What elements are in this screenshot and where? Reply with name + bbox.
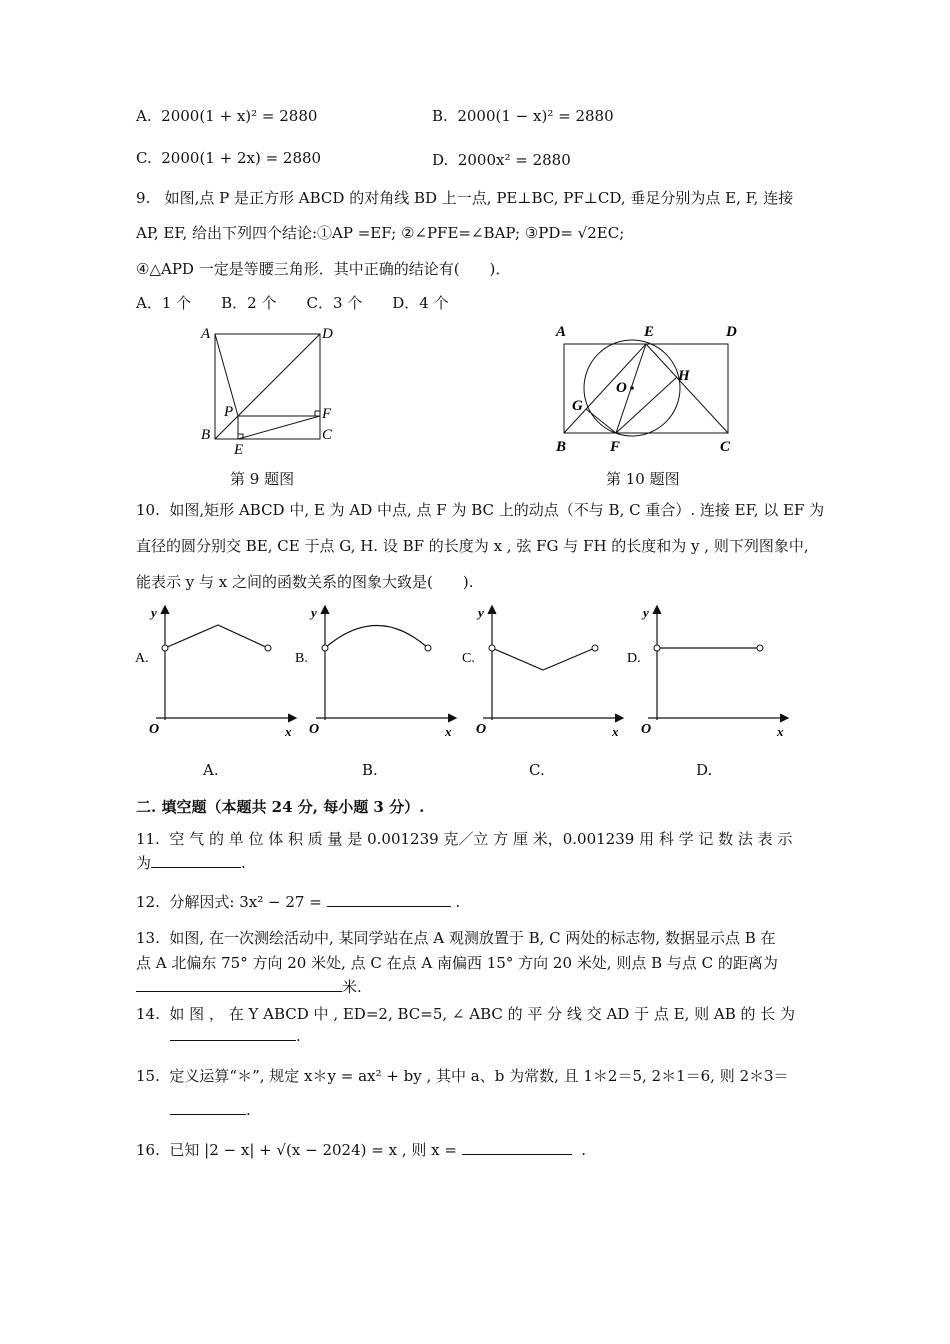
- label-o: O: [616, 380, 627, 396]
- label-c: C: [720, 439, 731, 455]
- q8-option-a: A. 2000(1 + x)² = 2880: [136, 107, 318, 125]
- segment-ef: [238, 416, 320, 439]
- q14-answer-blank: [170, 1026, 296, 1041]
- svg-text:O: O: [641, 722, 652, 737]
- q9-line1: 9. 如图,点 P 是正方形 ABCD 的对角线 BD 上一点, PE⊥BC, PF⊥CD, 垂足分别为点 E, F, 连接: [136, 189, 794, 207]
- graph-c: [457, 600, 632, 740]
- q10-line3: 能表示 y 与 x 之间的函数关系的图象大致是( ).: [136, 573, 474, 591]
- section-2-title: 二. 填空题（本题共 24 分, 每小题 3 分）.: [136, 798, 425, 816]
- label-h: H: [678, 368, 690, 384]
- q9-line2: AP, EF, 给出下列四个结论:①AP =EF; ②∠PFE=∠BAP; ③PD= √2EC;: [136, 224, 625, 242]
- q16-line: 16. 已知 |2 − x| + √(x − 2024) = x , 则 x = .: [136, 1141, 587, 1159]
- label-b: B: [556, 439, 567, 455]
- graph-b-caption: B.: [362, 761, 378, 779]
- label-d: D: [322, 326, 333, 342]
- label-b: B: [201, 427, 211, 443]
- label-d: D: [726, 324, 737, 340]
- svg-text:O: O: [476, 722, 487, 737]
- svg-text:y: y: [151, 605, 157, 620]
- graph-a-curve: [165, 625, 268, 648]
- graph-b: [290, 600, 465, 740]
- label-f: F: [322, 406, 332, 422]
- q9-options: A．1 个 B．2 个 C．3 个 D．4 个: [136, 294, 449, 312]
- fig9-caption: 第 9 题图: [230, 470, 295, 488]
- q9-line3: ④△APD 一定是等腰三角形．其中正确的结论有( )．: [136, 260, 511, 278]
- label-c: C: [322, 427, 333, 443]
- graph-c-curve: [492, 648, 595, 670]
- svg-text:y: y: [311, 605, 317, 620]
- graph-d-caption: D.: [696, 761, 713, 779]
- svg-text:O: O: [309, 722, 320, 737]
- svg-text:A.: A.: [135, 651, 149, 666]
- q8-option-c: C. 2000(1 + 2x) = 2880: [136, 149, 322, 167]
- label-p: P: [224, 404, 234, 420]
- q13-answer-blank: [136, 977, 342, 992]
- graph-c-caption: C.: [529, 761, 545, 779]
- svg-text:x: x: [612, 724, 619, 739]
- graph-d: [622, 600, 797, 740]
- graph-a: [130, 600, 305, 740]
- q8-option-b: B. 2000(1 − x)² = 2880: [432, 107, 614, 125]
- q15-line2: .: [170, 1100, 251, 1120]
- rectangle-abcd: [564, 344, 728, 433]
- label-e: E: [234, 442, 244, 458]
- label-e: E: [644, 324, 655, 340]
- svg-text:O: O: [149, 722, 160, 737]
- q8-option-d: D. 2000x² = 2880: [432, 151, 571, 169]
- svg-text:y: y: [643, 605, 649, 620]
- diagonal-bd: [215, 334, 320, 439]
- q16-answer-blank: [462, 1140, 572, 1155]
- svg-text:x: x: [285, 724, 292, 739]
- svg-text:x: x: [445, 724, 452, 739]
- q13-line2: 点 A 北偏东 75° 方向 20 米处, 点 C 在点 A 南偏西 15° 方向 20 米处, 则点 B 与点 C 的距离为: [136, 954, 778, 972]
- fig10-caption: 第 10 题图: [606, 470, 680, 488]
- q10-line2: 直径的圆分别交 BE, CE 于点 G, H. 设 BF 的长度为 x , 弦 FG 与 FH 的长度和为 y , 则下列图象中,: [136, 537, 809, 555]
- segment-ce: [646, 344, 728, 433]
- graph-b-curve: [325, 626, 428, 649]
- label-a: A: [556, 324, 567, 340]
- svg-text:B.: B.: [295, 651, 308, 666]
- q10-line1: 10. 如图,矩形 ABCD 中, E 为 AD 中点, 点 F 为 BC 上的动点（不与 B, C 重合）. 连接 EF, 以 EF 为: [136, 501, 825, 519]
- q12-answer-blank: [327, 892, 451, 907]
- q15-line1: 15. 定义运算“＊”, 规定 x＊y = ax² + by , 其中 a、b 为常数, 且 1＊2＝5, 2＊1＝6, 则 2＊3＝: [136, 1067, 789, 1085]
- q12-line: 12. 分解因式: 3x² − 27 = .: [136, 893, 461, 911]
- q13-line1: 13. 如图, 在一次测绘活动中, 某同学站在点 A 观测放置于 B, C 两处的标志物, 数据显示点 B 在: [136, 929, 776, 947]
- segment-fg: [586, 409, 616, 433]
- figure-10: [548, 318, 748, 458]
- graph-a-caption: A.: [203, 761, 219, 779]
- label-g: G: [572, 398, 583, 414]
- q11-line2: 为 .: [136, 854, 246, 872]
- svg-text:C.: C.: [462, 651, 475, 666]
- q14-line2: .: [170, 1026, 301, 1046]
- q14-line1: 14. 如 图 ， 在 Y ABCD 中 , ED=2, BC=5, ∠ ABC 的 平 分 线 交 AD 于 点 E, 则 AB 的 长 为: [136, 1005, 796, 1023]
- q13-line3: 米.: [136, 977, 362, 997]
- label-f: F: [610, 439, 621, 455]
- q11-line1: 11. 空 气 的 单 位 体 积 质 量 是 0.001239 克／立 方 厘 米，0.001239 用 科 学 记 数 法 表 示: [136, 830, 793, 848]
- label-a: A: [201, 326, 211, 342]
- q15-answer-blank: [170, 1100, 246, 1115]
- figure-9: [195, 318, 345, 458]
- q11-answer-blank: [151, 853, 241, 868]
- svg-text:y: y: [478, 605, 484, 620]
- svg-text:D.: D.: [627, 651, 641, 666]
- svg-text:x: x: [777, 724, 784, 739]
